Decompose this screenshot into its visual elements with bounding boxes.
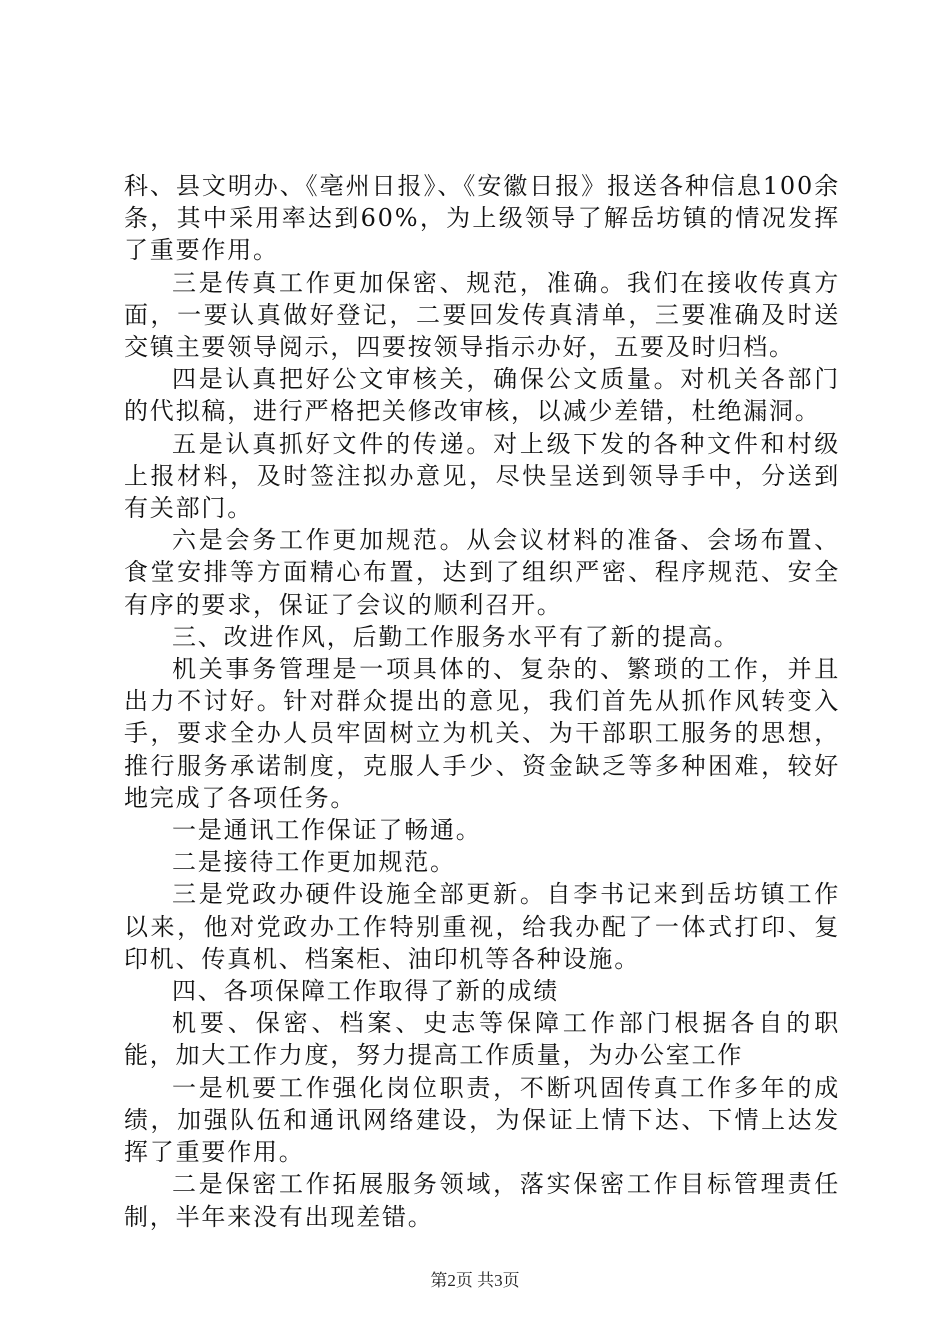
- paragraph-4: 五是认真抓好文件的传递。对上级下发的各种文件和村级上报材料，及时签注拟办意见，尽快呈送到领导手中，分送到有关部门。: [124, 429, 840, 523]
- paragraph-1: 科、县文明办、《亳州日报》、《安徽日报》报送各种信息100余条，其中采用率达到60%，为上级领导了解岳坊镇的情况发挥了重要作用。: [124, 172, 840, 265]
- paragraph-5: 六是会务工作更加规范。从会议材料的准备、会场布置、食堂安排等方面精心布置，达到了组织严密、程序规范、安全有序的要求，保证了会议的顺利召开。: [124, 526, 840, 619]
- paragraph-14: 二是保密工作拓展服务领域，落实保密工作目标管理责任制，半年来没有出现差错。: [124, 1170, 840, 1231]
- section-heading-3: 三、改进作风，后勤工作服务水平有了新的提高。: [172, 622, 740, 651]
- paragraph-8: 一是通讯工作保证了畅通。: [172, 816, 482, 845]
- paragraph-3: 四是认真把好公文审核关，确保公文质量。对机关各部门的代拟稿，进行严格把关修改审核，以减少差错，杜绝漏洞。: [124, 365, 840, 426]
- paragraph-9: 二是接待工作更加规范。: [172, 848, 456, 877]
- paragraph-7: 机关事务管理是一项具体的、复杂的、繁琐的工作，并且出力不讨好。针对群众提出的意见，我们首先从抓作风转变入手，要求全办人员牢固树立为机关、为干部职工服务的思想，推行服务承诺制度，克服人手少、资金缺乏等多种困难，较好地完成了各项任务。: [124, 655, 840, 812]
- document-body: [124, 170, 840, 1233]
- section-heading-4: 四、各项保障工作取得了新的成绩: [172, 977, 559, 1006]
- paragraph-12: 机要、保密、档案、史志等保障工作部门根据各自的职能，加大工作力度，努力提高工作质量，为办公室工作: [124, 1009, 840, 1070]
- paragraph-2: 三是传真工作更加保密、规范，准确。我们在接收传真方面，一要认真做好登记，二要回发传真清单，三要准确及时送交镇主要领导阅示，四要按领导指示办好，五要及时归档。: [124, 268, 840, 362]
- paragraph-10: 三是党政办硬件设施全部更新。自李书记来到岳坊镇工作以来，他对党政办工作特别重视，给我办配了一体式打印、复印机、传真机、档案柜、油印机等各种设施。: [124, 880, 840, 973]
- paragraph-13: 一是机要工作强化岗位职责，不断巩固传真工作多年的成绩，加强队伍和通讯网络建设，为保证上情下达、下情上达发挥了重要作用。: [124, 1073, 840, 1167]
- page-number-footer: 第2页 共3页: [430, 1271, 520, 1290]
